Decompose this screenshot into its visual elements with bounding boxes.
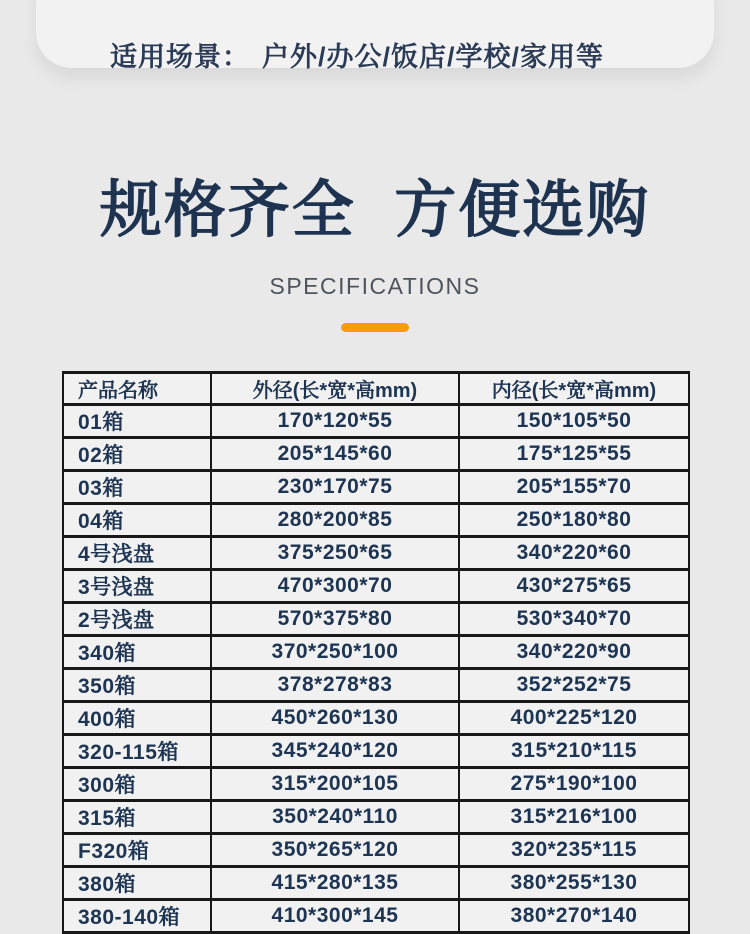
table-row xyxy=(63,471,689,504)
scenario-line xyxy=(76,4,714,105)
cell-outer-size: 375*250*65 xyxy=(211,537,459,570)
cell-outer-size: 170*120*55 xyxy=(211,405,459,438)
table-row xyxy=(63,801,689,834)
cell-inner-size: 530*340*70 xyxy=(459,603,689,636)
table-row xyxy=(63,537,689,570)
cell-product-name: 2号浅盘 xyxy=(63,603,211,636)
cell-product-name: 315箱 xyxy=(63,801,211,834)
cell-outer-size: 378*278*83 xyxy=(211,669,459,702)
cell-outer-size: 205*145*60 xyxy=(211,438,459,471)
cell-outer-size: 570*375*80 xyxy=(211,603,459,636)
cell-outer-size: 230*170*75 xyxy=(211,471,459,504)
cell-inner-size: 175*125*55 xyxy=(459,438,689,471)
table-row xyxy=(63,834,689,867)
cell-product-name: 3号浅盘 xyxy=(63,570,211,603)
table-row xyxy=(63,438,689,471)
section-subtitle: SPECIFICATIONS xyxy=(269,273,481,299)
cell-outer-size: 450*260*130 xyxy=(211,702,459,735)
cell-product-name: 350箱 xyxy=(63,669,211,702)
scenario-box xyxy=(36,0,714,72)
table-row xyxy=(63,603,689,636)
column-header-inner-size: 内径(长*宽*高mm) xyxy=(459,373,689,405)
section-title: 规格齐全 方便选购 xyxy=(99,176,651,245)
cell-product-name: F320箱 xyxy=(63,834,211,867)
cell-inner-size: 205*155*70 xyxy=(459,471,689,504)
table-row xyxy=(63,570,689,603)
table-row xyxy=(63,900,689,933)
cell-inner-size: 250*180*80 xyxy=(459,504,689,537)
cell-inner-size: 380*255*130 xyxy=(459,867,689,900)
cell-product-name: 02箱 xyxy=(63,438,211,471)
cell-outer-size: 470*300*70 xyxy=(211,570,459,603)
cell-product-name: 320-115箱 xyxy=(63,735,211,768)
table-row xyxy=(63,735,689,768)
cell-inner-size: 380*270*140 xyxy=(459,900,689,933)
cell-outer-size: 410*300*145 xyxy=(211,900,459,933)
table-row xyxy=(63,504,689,537)
table-row xyxy=(63,867,689,900)
cell-inner-size: 400*225*120 xyxy=(459,702,689,735)
cell-inner-size: 315*216*100 xyxy=(459,801,689,834)
cell-product-name: 03箱 xyxy=(63,471,211,504)
scenario-label: 适用场景： xyxy=(110,42,251,72)
accent-divider xyxy=(341,323,409,332)
cell-outer-size: 345*240*120 xyxy=(211,735,459,768)
table-row xyxy=(63,405,689,438)
cell-product-name: 340箱 xyxy=(63,636,211,669)
cell-product-name: 300箱 xyxy=(63,768,211,801)
cell-inner-size: 430*275*65 xyxy=(459,570,689,603)
cell-product-name: 04箱 xyxy=(63,504,211,537)
table-row xyxy=(63,636,689,669)
cell-product-name: 380-140箱 xyxy=(63,900,211,933)
table-row xyxy=(63,702,689,735)
spec-table xyxy=(62,371,690,934)
table-header-row xyxy=(63,373,689,405)
cell-inner-size: 150*105*50 xyxy=(459,405,689,438)
column-header-outer-size: 外径(长*宽*高mm) xyxy=(211,373,459,405)
cell-outer-size: 350*240*110 xyxy=(211,801,459,834)
cell-outer-size: 370*250*100 xyxy=(211,636,459,669)
cell-outer-size: 280*200*85 xyxy=(211,504,459,537)
cell-product-name: 4号浅盘 xyxy=(63,537,211,570)
table-row xyxy=(63,768,689,801)
cell-inner-size: 340*220*60 xyxy=(459,537,689,570)
cell-outer-size: 350*265*120 xyxy=(211,834,459,867)
cell-outer-size: 315*200*105 xyxy=(211,768,459,801)
table-body xyxy=(63,405,689,933)
cell-outer-size: 415*280*135 xyxy=(211,867,459,900)
scenario-value: 户外/办公/饭店/学校/家用等 xyxy=(262,42,605,72)
cell-product-name: 400箱 xyxy=(63,702,211,735)
cell-inner-size: 275*190*100 xyxy=(459,768,689,801)
cell-product-name: 380箱 xyxy=(63,867,211,900)
cell-inner-size: 340*220*90 xyxy=(459,636,689,669)
column-header-product-name: 产品名称 xyxy=(63,373,211,405)
cell-product-name: 01箱 xyxy=(63,405,211,438)
cell-inner-size: 315*210*115 xyxy=(459,735,689,768)
cell-inner-size: 320*235*115 xyxy=(459,834,689,867)
cell-inner-size: 352*252*75 xyxy=(459,669,689,702)
table-row xyxy=(63,669,689,702)
